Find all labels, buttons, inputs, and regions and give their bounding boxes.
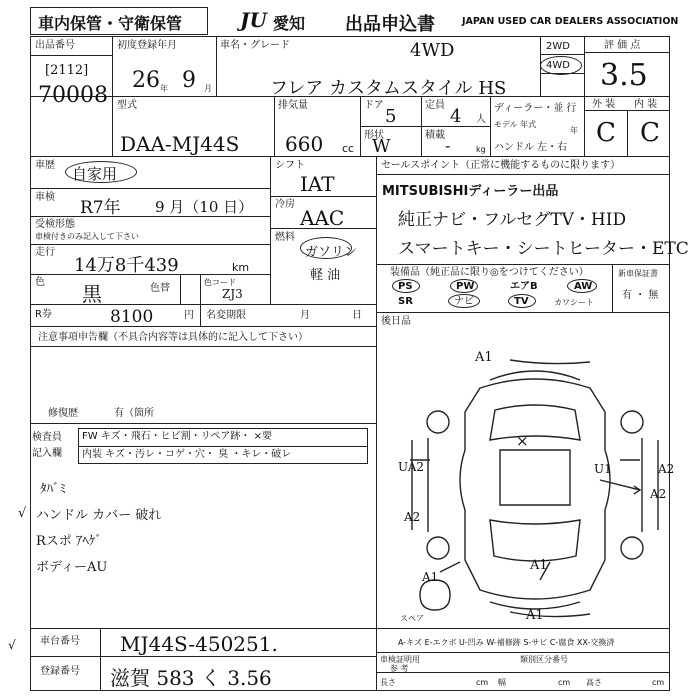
damage-legend: A-キズ E-エクボ U-凹み W-補修跡 S-サビ C-腐食 XX-交換済 xyxy=(398,638,615,647)
exterior-label: 外 装 xyxy=(592,99,616,110)
shift-value: IAT xyxy=(300,172,335,196)
damage-a1-bottom-left: A1 xyxy=(422,570,439,584)
spare-label: スペア xyxy=(400,614,424,623)
damage-x-mark: × xyxy=(516,432,529,450)
displacement-value: 660 xyxy=(285,132,324,156)
car-name-label: 車名・グレード xyxy=(220,40,290,51)
yen-unit: 円 xyxy=(184,310,194,321)
color-label: 色 xyxy=(35,277,45,288)
check-mark-2: √ xyxy=(8,638,16,652)
load-value: - xyxy=(445,136,451,155)
month-unit: 月 xyxy=(204,84,212,93)
warranty-options: 有 ・ 無 xyxy=(622,290,659,301)
plate-number: 滋賀 583 く 3.56 xyxy=(110,666,272,690)
length-label: 長さ xyxy=(380,678,396,687)
damage-a1-top: A1 xyxy=(475,350,493,365)
interior-label: 内 装 xyxy=(634,99,658,110)
notes-label: 注意事項申告欄（不具合内容等は具体的に記入して下さい） xyxy=(38,332,308,343)
r-ticket-value: 8100 xyxy=(110,307,154,327)
year-label: 年 xyxy=(570,126,578,135)
height-cm: cm xyxy=(652,678,665,687)
equip-leather-seat: カワシート xyxy=(554,298,594,307)
repair-history-label: 修復歴 xyxy=(48,408,78,419)
fuel-circle xyxy=(300,237,352,259)
history-label: 車歴 xyxy=(35,160,55,171)
color-change-label: 色替 xyxy=(150,283,170,294)
check-mark-1: √ xyxy=(18,506,27,521)
height-label: 高さ xyxy=(586,678,602,687)
equip-sr: SR xyxy=(398,296,413,307)
interior-grade: C xyxy=(640,118,660,148)
inspection-form-label: 受検形態 xyxy=(35,219,75,230)
width-cm: cm xyxy=(558,678,571,687)
handle-label: ハンドル 左・右 xyxy=(494,142,568,153)
drive-2wd-label: 2WD xyxy=(546,41,570,52)
org-english: JAPAN USED CAR DEALERS ASSOCIATION xyxy=(462,16,679,27)
name-change-day: 日 xyxy=(352,310,362,321)
note-line-2: ハンドル カバー 破れ xyxy=(36,508,162,523)
damage-a1-bottom: A1 xyxy=(526,608,544,623)
history-circle xyxy=(65,161,137,183)
ref-label: 参 考 xyxy=(390,664,409,673)
equip-ps-circle xyxy=(392,279,420,293)
reg-month: 9 xyxy=(182,68,196,93)
width-label: 幅 xyxy=(498,678,506,687)
capacity-value: 4 xyxy=(450,106,462,127)
reg-number-label: 登録番号 xyxy=(40,666,80,677)
r-ticket-label: R券 xyxy=(35,309,52,320)
mileage-label: 走行 xyxy=(35,247,55,258)
drive-4wd-label: 4WD xyxy=(546,60,570,71)
damage-a1-middle: A1 xyxy=(530,558,548,573)
length-cm: cm xyxy=(476,678,489,687)
cooling-value: AAC xyxy=(300,206,345,230)
model-code: DAA-MJ44S xyxy=(120,132,240,156)
fuel-gasoline: ガソリン xyxy=(305,245,358,260)
inspector-label: 検査員 xyxy=(32,432,62,443)
body-value: W xyxy=(372,136,391,157)
equip-tv: TV xyxy=(514,296,529,307)
score-label: 評 価 点 xyxy=(604,40,641,51)
equipment-label: 装備品（純正品に限り◎をつけてください） xyxy=(390,267,589,278)
equip-airbag: エアB xyxy=(510,281,538,292)
lot-number-label: 出品番号 xyxy=(35,40,75,51)
history-value: 自家用 xyxy=(72,165,118,183)
displacement-label: 排気量 xyxy=(278,100,308,111)
storage-stamp: 車内保管・守衛保管 xyxy=(38,14,183,33)
equip-nav-circle xyxy=(448,294,480,308)
selling-points-label: セールスポイント（正常に機能するものに限ります） xyxy=(381,160,621,171)
selling-point-line-1: 純正ナビ・フルセグTV・HID xyxy=(398,210,627,230)
check-row-interior: 内装 キズ・汚レ・コゲ・穴・ 臭 ・キレ・破レ xyxy=(82,449,292,460)
equip-ps: PS xyxy=(398,281,413,292)
color-code-label: 色コード xyxy=(204,278,236,287)
equip-aw: AW xyxy=(574,281,593,292)
persons-unit: 人 xyxy=(476,114,486,125)
cooling-label: 冷房 xyxy=(275,199,295,210)
org-name: 愛知 xyxy=(273,14,306,33)
color-value: 黒 xyxy=(82,282,102,306)
entry-label: 記入欄 xyxy=(32,448,62,459)
reg-cert-label: 車検証明用 xyxy=(380,655,420,664)
ju-logo: JU xyxy=(240,8,267,32)
equip-pw-circle xyxy=(450,279,478,293)
mileage-value: 14万8千439 xyxy=(74,255,179,276)
equip-pw: PW xyxy=(456,281,475,292)
note-line-4: ボディーAU xyxy=(36,560,108,575)
remarks-label: 後日品 xyxy=(381,316,411,327)
damage-a2-left: A2 xyxy=(404,510,421,524)
inspection-note: 車検付きのみ記入して下さい xyxy=(35,232,139,241)
car-damage-diagram xyxy=(400,340,670,630)
dealer-banner: MITSUBISHIディーラー出品 xyxy=(382,184,559,199)
inspection-label: 車検 xyxy=(35,192,55,203)
equip-aw-circle xyxy=(567,279,597,293)
new-warranty-label: 新車保証書 xyxy=(618,269,658,278)
doors-label: ドア xyxy=(364,100,384,111)
reg-year: 26 xyxy=(132,68,160,93)
name-change-month: 月 xyxy=(300,310,310,321)
drive-type-handwritten: 4WD xyxy=(410,40,455,61)
load-label: 積載 xyxy=(425,130,445,141)
check-row-exterior: FW キズ・飛石・ヒビ割・リペア跡・ ×要 xyxy=(82,431,272,442)
lot-number: 70008 xyxy=(38,83,108,108)
color-code-value: ZJ3 xyxy=(222,287,243,301)
name-change-label: 名変期限 xyxy=(206,310,246,321)
exterior-grade: C xyxy=(596,118,616,148)
body-label: 形状 xyxy=(364,130,384,141)
cc-unit: cc xyxy=(342,142,355,155)
note-line-1: ﾀﾊﾞﾐ xyxy=(40,482,66,497)
kg-unit: kg xyxy=(476,145,486,154)
model-label: 型式 xyxy=(117,100,137,111)
chassis-number: MJ44S-450251. xyxy=(120,632,278,656)
equip-nav: ナビ xyxy=(454,296,474,307)
note-line-3: Rスポ ｱﾍｹﾞ xyxy=(36,534,102,549)
damage-u1: U1 xyxy=(594,462,612,476)
damage-ua2: UA2 xyxy=(398,460,425,474)
form-title: 出品申込書 xyxy=(345,14,435,35)
mileage-unit: km xyxy=(232,261,250,274)
inspection-year: R7年 xyxy=(80,198,121,218)
model-year-label: モデル 年式 xyxy=(494,120,537,129)
inspection-date: 9 月（10 日） xyxy=(155,198,254,216)
score-value: 3.5 xyxy=(600,58,648,93)
year-unit: 年 xyxy=(160,84,168,93)
dealer-label: ディーラー・並 行 xyxy=(494,103,577,114)
doors-value: 5 xyxy=(385,106,397,127)
damage-a2-right-2: A2 xyxy=(650,487,667,501)
equip-tv-circle xyxy=(508,294,536,308)
shift-label: シフト xyxy=(275,160,305,171)
car-name-grade: フレア カスタムスタイル HS xyxy=(270,78,507,99)
fuel-diesel: 軽 油 xyxy=(310,268,341,283)
selling-point-line-2: スマートキー・シートヒーター・ETC xyxy=(398,239,689,259)
drive-4wd-circle xyxy=(540,56,582,75)
repair-yes-label: 有（箇所 xyxy=(114,408,154,419)
capacity-label: 定員 xyxy=(425,100,445,111)
class-ref-label: 類別区分番号 xyxy=(520,655,568,664)
fuel-label: 燃料 xyxy=(275,232,295,243)
first-reg-label: 初度登録年月 xyxy=(117,40,177,51)
damage-a2-right-1: A2 xyxy=(658,462,675,476)
lot-code: [2112] xyxy=(45,63,89,78)
chassis-label: 車台番号 xyxy=(40,636,80,647)
